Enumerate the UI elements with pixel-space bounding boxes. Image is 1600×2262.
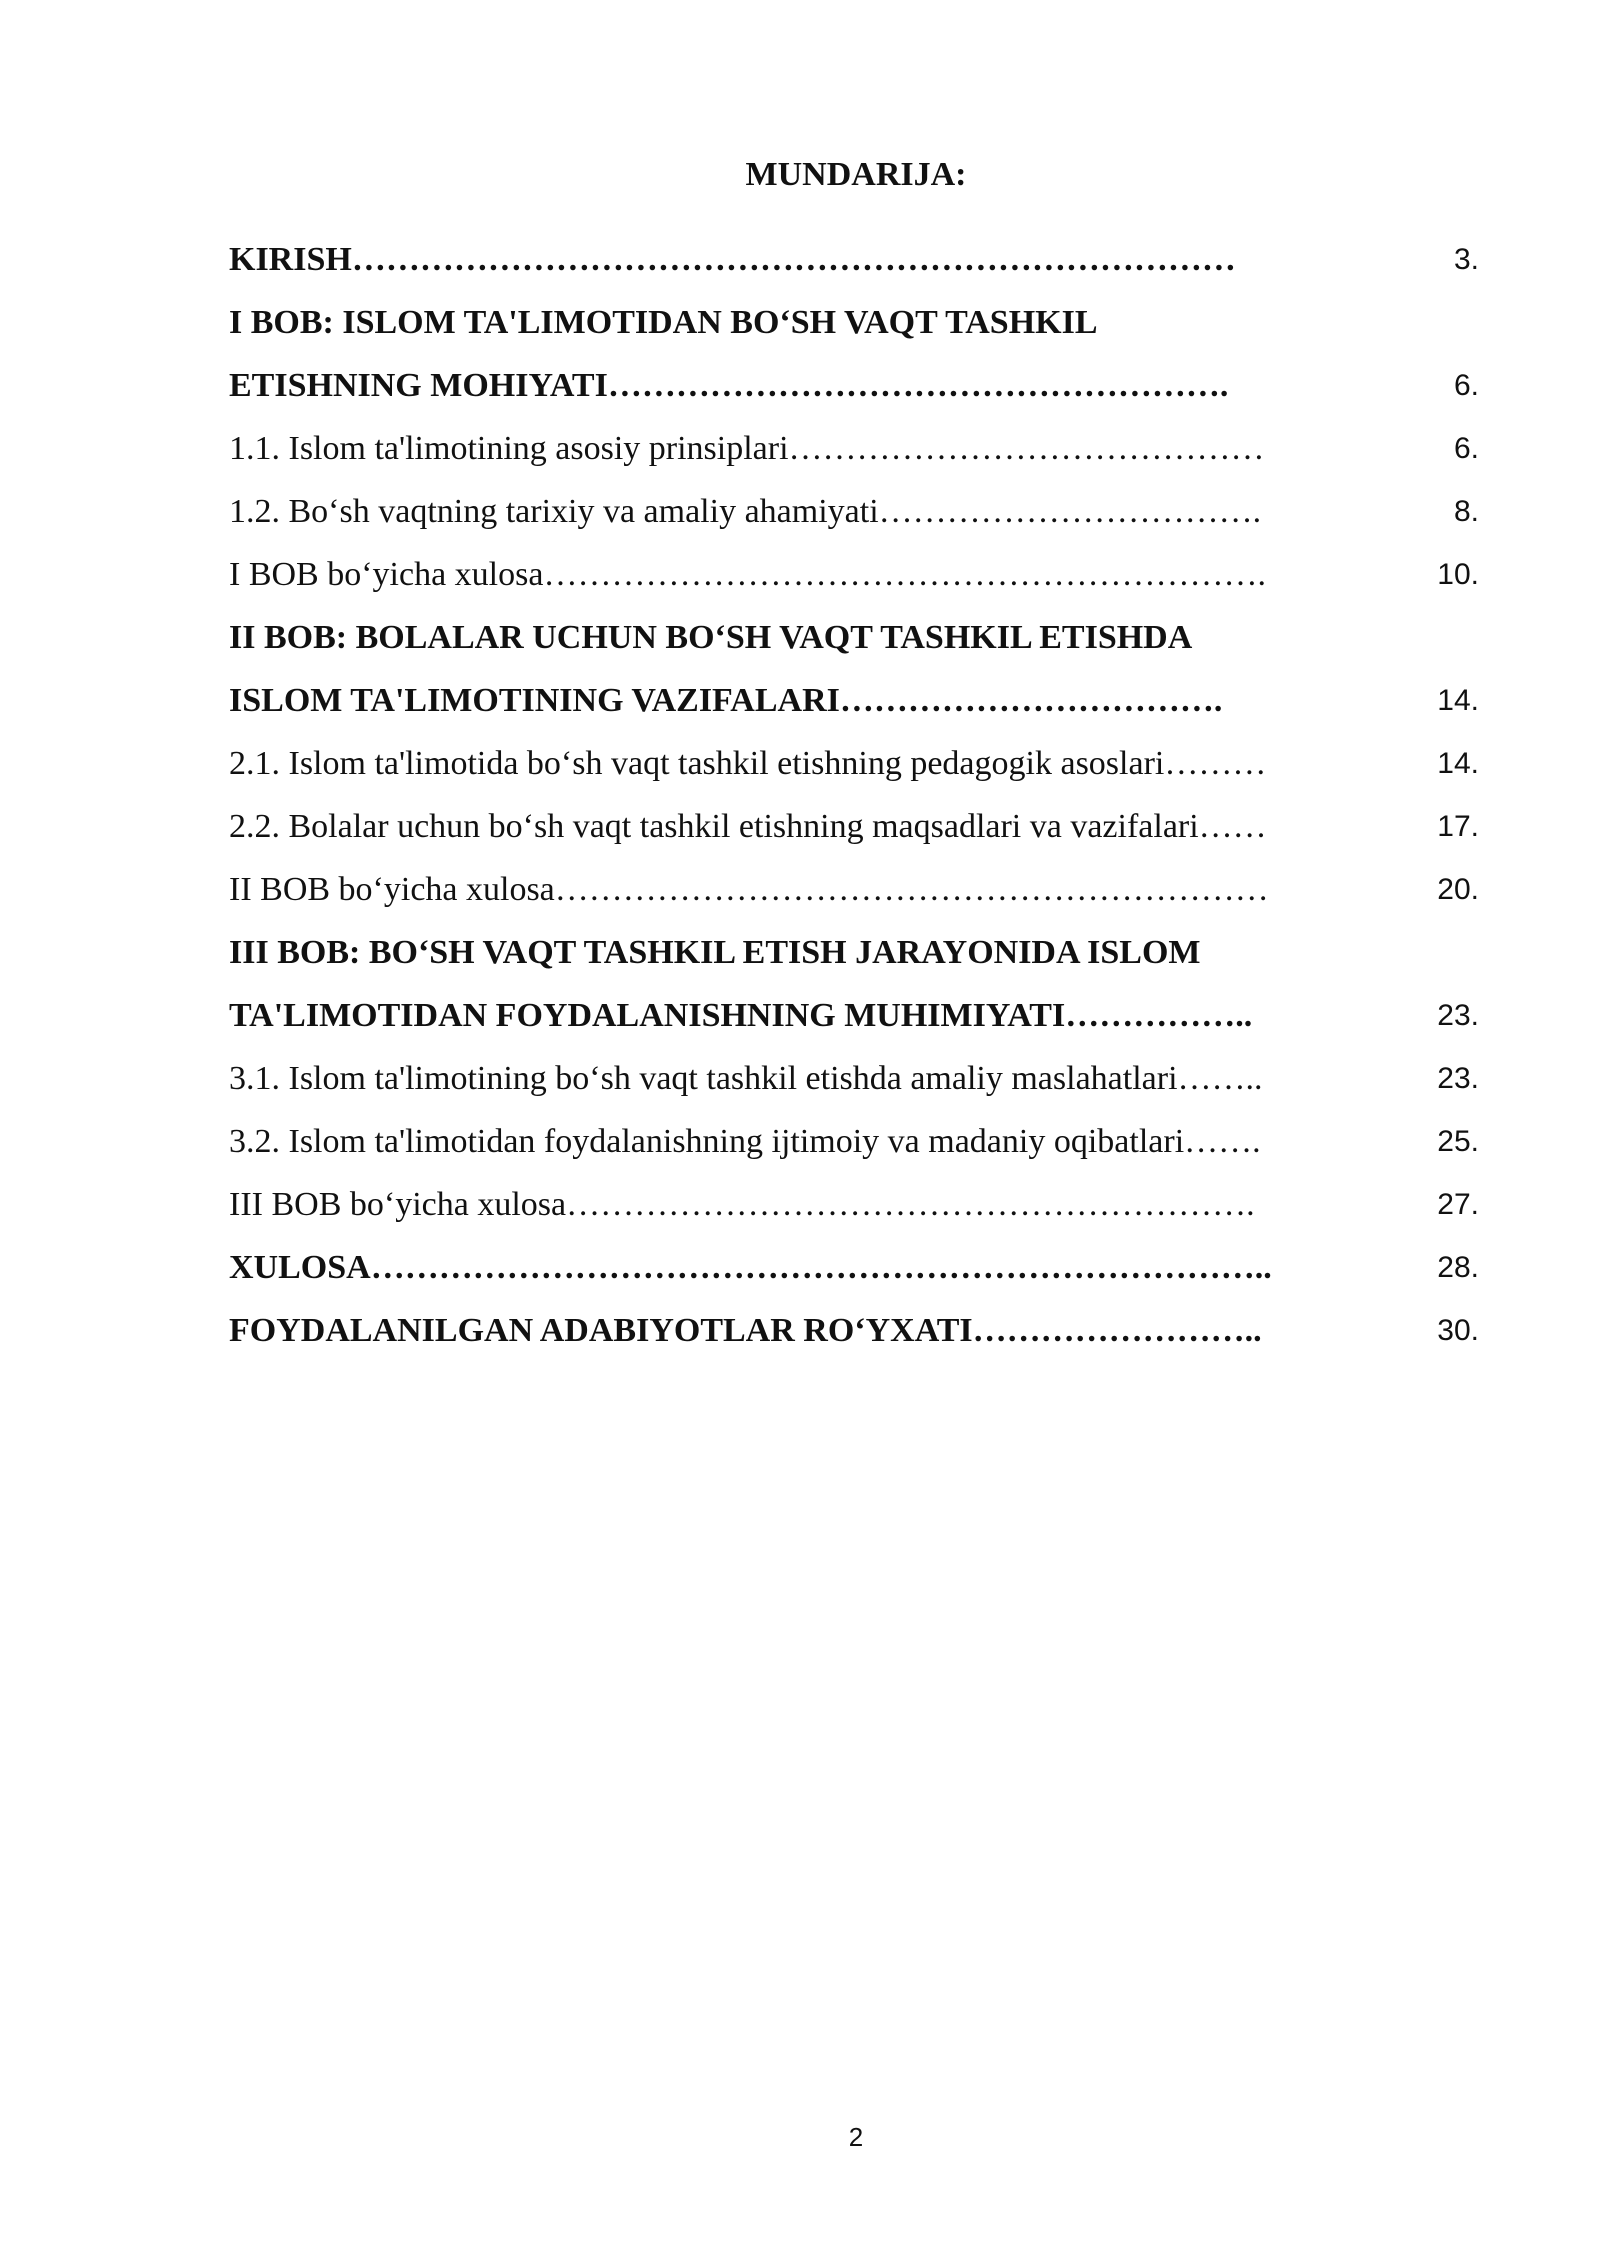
toc-entry [229, 1299, 1490, 1362]
toc-entry [229, 984, 1490, 1047]
toc-entry-page: 14. [1437, 747, 1479, 780]
toc-entry-page: 6. [1453, 432, 1479, 465]
toc-entry-title: II BOB: BOLALAR UCHUN BO‘SH VAQT TASHKIL ETISHDA [229, 619, 1193, 656]
toc-entry-title: FOYDALANILGAN ADABIYOTLAR RO‘YXATI…………………….. [229, 1312, 1262, 1349]
page-title: MUNDARIJA: [745, 156, 967, 193]
toc-entry [229, 858, 1490, 921]
toc-entry-page: 10. [1437, 558, 1479, 591]
toc-entry-title: 2.1. Islom ta'limotida bo‘sh vaqt tashkil etishning pedagogik asoslari……… [229, 745, 1267, 782]
toc-entry-page: 30. [1437, 1314, 1479, 1347]
toc-entry-page: 8. [1453, 495, 1479, 528]
toc-entry-title: III BOB: BO‘SH VAQT TASHKIL ETISH JARAYONIDA ISLOM [229, 934, 1201, 971]
toc-entry [229, 228, 1490, 291]
toc-entry [229, 732, 1490, 795]
toc-entry-title: ISLOM TA'LIMOTINING VAZIFALARI……………………………. [229, 682, 1223, 719]
toc-entry [229, 543, 1490, 606]
toc-entry [229, 669, 1490, 732]
toc-entry-title: 1.2. Bo‘sh vaqtning tarixiy va amaliy ahamiyati……………………………. [229, 493, 1262, 530]
toc-entry [229, 606, 1490, 669]
toc-entry-page: 23. [1437, 1062, 1479, 1095]
toc-entry-title: KIRISH…………………………………………………………………… [229, 241, 1236, 278]
toc-entry-title: 3.1. Islom ta'limotining bo‘sh vaqt tashkil etishda amaliy maslahatlari…….. [229, 1060, 1263, 1097]
toc-entry-page: 27. [1437, 1188, 1479, 1221]
toc-entry-title: I BOB bo‘yicha xulosa………………………………………………………. [229, 556, 1266, 593]
toc-entry [229, 1110, 1490, 1173]
toc-entry-page: 25. [1437, 1125, 1479, 1158]
page-number: 2 [848, 2122, 864, 2152]
toc-entry-title: 2.2. Bolalar uchun bo‘sh vaqt tashkil etishning maqsadlari va vazifalari…… [229, 808, 1267, 845]
toc-entry [229, 1047, 1490, 1110]
toc-entry-title: 3.2. Islom ta'limotidan foydalanishning ijtimoiy va madaniy oqibatlari……. [229, 1123, 1261, 1160]
toc-entry-page: 17. [1437, 810, 1479, 843]
toc-entry-page: 6. [1453, 369, 1479, 402]
toc-entry [229, 354, 1490, 417]
toc-entry-title: XULOSA…………………………………………………………………….. [229, 1249, 1272, 1286]
toc-entry-page: 3. [1453, 243, 1479, 276]
toc-entry [229, 291, 1490, 354]
toc-entry-page: 23. [1437, 999, 1479, 1032]
toc-entry-title: I BOB: ISLOM TA'LIMOTIDAN BO‘SH VAQT TASHKIL [229, 304, 1098, 341]
toc-entry [229, 1173, 1490, 1236]
toc-entry [229, 480, 1490, 543]
toc-entry [229, 1236, 1490, 1299]
toc-entry-title: ETISHNING MOHIYATI………………………………………………. [229, 367, 1229, 404]
toc-entry [229, 417, 1490, 480]
toc-entry [229, 795, 1490, 858]
toc-entry-title: 1.1. Islom ta'limotining asosiy prinsiplari…………………………………… [229, 430, 1265, 467]
toc-entry-title: TA'LIMOTIDAN FOYDALANISHNING MUHIMIYATI…………….. [229, 997, 1253, 1034]
toc-entry-title: II BOB bo‘yicha xulosa……………………………………………………… [229, 871, 1269, 908]
toc-entry-page: 20. [1437, 873, 1479, 906]
toc-entry [229, 921, 1490, 984]
toc-entry-title: III BOB bo‘yicha xulosa……………………………………………………. [229, 1186, 1255, 1223]
table-of-contents [229, 228, 1490, 1362]
toc-entry-page: 28. [1437, 1251, 1479, 1284]
toc-entry-page: 14. [1437, 684, 1479, 717]
